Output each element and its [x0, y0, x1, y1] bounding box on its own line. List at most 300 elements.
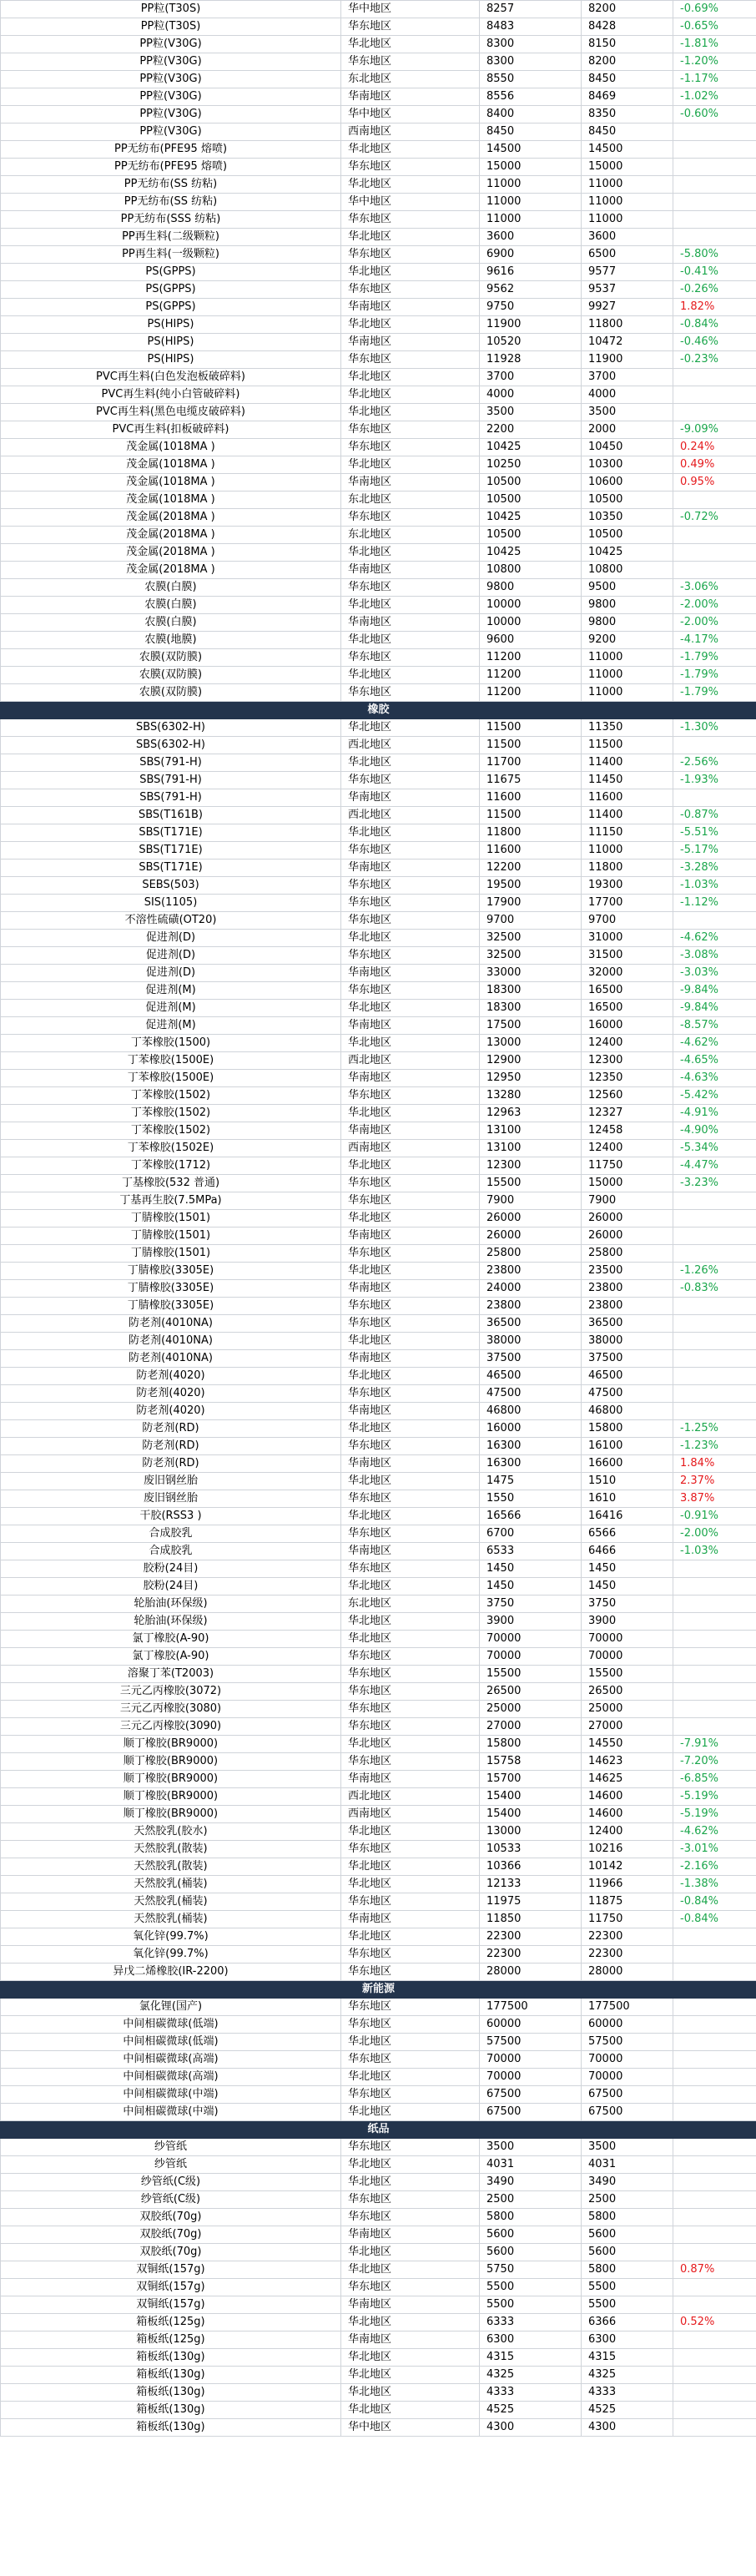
change-pct-cell: -8.57% [673, 1017, 756, 1035]
curr-price-cell: 8200 [582, 53, 673, 71]
table-row [1, 1596, 756, 1613]
table-row [1, 334, 756, 351]
product-name-cell: 促进剂(D) [1, 947, 341, 965]
curr-price-cell: 3490 [582, 2174, 673, 2191]
curr-price-cell: 9800 [582, 597, 673, 614]
table-row [1, 1666, 756, 1683]
curr-price-cell: 8469 [582, 88, 673, 106]
curr-price-cell: 11000 [582, 194, 673, 211]
change-pct-cell: -4.63% [673, 1070, 756, 1087]
prev-price-cell: 12133 [480, 1876, 582, 1893]
region-cell: 华东地区 [341, 1315, 480, 1333]
table-row [1, 2314, 756, 2332]
prev-price-cell: 10425 [480, 544, 582, 562]
prev-price-cell: 10425 [480, 439, 582, 456]
table-row [1, 754, 756, 772]
change-pct-cell [673, 1333, 756, 1350]
product-name-cell: 丁基再生胶(7.5MPa) [1, 1192, 341, 1210]
product-name-cell: 干胶(RSS3 ) [1, 1508, 341, 1525]
product-name-cell: 双胶纸(70g) [1, 2226, 341, 2244]
change-pct-cell: -0.65% [673, 18, 756, 36]
change-pct-cell: -5.80% [673, 246, 756, 264]
region-cell: 华北地区 [341, 1210, 480, 1228]
table-row [1, 1140, 756, 1157]
region-cell: 西南地区 [341, 1140, 480, 1157]
product-name-cell: 箱板纸(125g) [1, 2314, 341, 2332]
product-name-cell: 箱板纸(125g) [1, 2332, 341, 2349]
table-row [1, 2332, 756, 2349]
curr-price-cell: 4333 [582, 2384, 673, 2402]
region-cell: 华东地区 [341, 1525, 480, 1543]
change-pct-cell: -0.41% [673, 264, 756, 281]
table-row [1, 1788, 756, 1806]
curr-price-cell: 11800 [582, 316, 673, 334]
table-row [1, 2279, 756, 2296]
change-pct-cell [673, 1298, 756, 1315]
change-pct-cell [673, 229, 756, 246]
prev-price-cell: 8300 [480, 53, 582, 71]
table-row [1, 439, 756, 456]
region-cell: 华南地区 [341, 789, 480, 807]
prev-price-cell: 11900 [480, 316, 582, 334]
curr-price-cell: 11400 [582, 754, 673, 772]
prev-price-cell: 8450 [480, 124, 582, 141]
curr-price-cell: 11000 [582, 667, 673, 684]
product-name-cell: 丁苯橡胶(1500E) [1, 1070, 341, 1087]
curr-price-cell: 46800 [582, 1403, 673, 1420]
table-row [1, 2349, 756, 2367]
prev-price-cell: 4031 [480, 2156, 582, 2174]
curr-price-cell: 16000 [582, 1017, 673, 1035]
section-header [1, 1981, 756, 1999]
table-row [1, 544, 756, 562]
curr-price-cell: 17700 [582, 895, 673, 912]
prev-price-cell: 15800 [480, 1736, 582, 1753]
prev-price-cell: 26000 [480, 1228, 582, 1245]
prev-price-cell: 6300 [480, 2332, 582, 2349]
prev-price-cell: 60000 [480, 2016, 582, 2034]
change-pct-cell: -4.62% [673, 930, 756, 947]
change-pct-cell: -4.47% [673, 1157, 756, 1175]
prev-price-cell: 1450 [480, 1560, 582, 1578]
change-pct-cell: -7.91% [673, 1736, 756, 1753]
prev-price-cell: 47500 [480, 1385, 582, 1403]
table-row [1, 264, 756, 281]
curr-price-cell: 1510 [582, 1473, 673, 1490]
curr-price-cell: 5600 [582, 2244, 673, 2261]
table-row [1, 965, 756, 982]
curr-price-cell: 6566 [582, 1525, 673, 1543]
curr-price-cell: 6466 [582, 1543, 673, 1560]
change-pct-cell: -1.25% [673, 1420, 756, 1438]
prev-price-cell: 32500 [480, 947, 582, 965]
prev-price-cell: 5600 [480, 2226, 582, 2244]
table-row [1, 1928, 756, 1946]
prev-price-cell: 4333 [480, 2384, 582, 2402]
product-name-cell: 氯化锂(国产) [1, 1999, 341, 2016]
curr-price-cell: 14500 [582, 141, 673, 159]
table-row [1, 930, 756, 947]
region-cell: 华北地区 [341, 1928, 480, 1946]
product-name-cell: 丁苯橡胶(1712) [1, 1157, 341, 1175]
region-cell: 华北地区 [341, 2069, 480, 2086]
table-row [1, 632, 756, 649]
change-pct-cell [673, 176, 756, 194]
region-cell: 华北地区 [341, 2367, 480, 2384]
product-name-cell: PP粒(V30G) [1, 36, 341, 53]
table-row [1, 1157, 756, 1175]
prev-price-cell: 10500 [480, 474, 582, 492]
region-cell: 华北地区 [341, 1035, 480, 1052]
prev-price-cell: 12900 [480, 1052, 582, 1070]
product-name-cell: 双铜纸(157g) [1, 2296, 341, 2314]
change-pct-cell: -1.79% [673, 684, 756, 702]
region-cell: 华中地区 [341, 194, 480, 211]
table-row [1, 2069, 756, 2086]
product-name-cell: 防老剂(RD) [1, 1438, 341, 1455]
change-pct-cell [673, 912, 756, 930]
prev-price-cell: 11928 [480, 351, 582, 369]
curr-price-cell: 11900 [582, 351, 673, 369]
prev-price-cell: 10800 [480, 562, 582, 579]
curr-price-cell: 4031 [582, 2156, 673, 2174]
curr-price-cell: 23500 [582, 1263, 673, 1280]
table-row [1, 1560, 756, 1578]
table-row [1, 860, 756, 877]
prev-price-cell: 46500 [480, 1368, 582, 1385]
region-cell: 华北地区 [341, 1736, 480, 1753]
product-name-cell: PVC再生料(黑色电缆皮破碎料) [1, 404, 341, 421]
region-cell: 华南地区 [341, 1403, 480, 1420]
table-row [1, 667, 756, 684]
product-name-cell: 促进剂(M) [1, 1000, 341, 1017]
product-name-cell: SBS(T171E) [1, 842, 341, 860]
prev-price-cell: 2200 [480, 421, 582, 439]
product-name-cell: 农膜(白膜) [1, 614, 341, 632]
prev-price-cell: 5800 [480, 2209, 582, 2226]
change-pct-cell [673, 2349, 756, 2367]
prev-price-cell: 70000 [480, 2069, 582, 2086]
prev-price-cell: 4000 [480, 386, 582, 404]
product-name-cell: 中间相碳微球(低端) [1, 2034, 341, 2051]
region-cell: 华东地区 [341, 1490, 480, 1508]
table-row [1, 316, 756, 334]
region-cell: 华东地区 [341, 772, 480, 789]
curr-price-cell: 4300 [582, 2419, 673, 2437]
curr-price-cell: 60000 [582, 2016, 673, 2034]
change-pct-cell: -2.00% [673, 1525, 756, 1543]
curr-price-cell: 11350 [582, 719, 673, 737]
change-pct-cell [673, 2191, 756, 2209]
prev-price-cell: 12963 [480, 1105, 582, 1122]
curr-price-cell: 12560 [582, 1087, 673, 1105]
table-row [1, 1701, 756, 1718]
prev-price-cell: 12200 [480, 860, 582, 877]
change-pct-cell: 1.84% [673, 1455, 756, 1473]
region-cell: 华北地区 [341, 2244, 480, 2261]
region-cell: 华东地区 [341, 421, 480, 439]
region-cell: 华北地区 [341, 1420, 480, 1438]
prev-price-cell: 11850 [480, 1911, 582, 1928]
prev-price-cell: 3490 [480, 2174, 582, 2191]
region-cell: 华北地区 [341, 1876, 480, 1893]
curr-price-cell: 10500 [582, 527, 673, 544]
region-cell: 华南地区 [341, 1771, 480, 1788]
table-row [1, 1245, 756, 1263]
region-cell: 华北地区 [341, 369, 480, 386]
curr-price-cell: 22300 [582, 1946, 673, 1964]
product-name-cell: SBS(791-H) [1, 789, 341, 807]
product-name-cell: SBS(791-H) [1, 754, 341, 772]
prev-price-cell: 13000 [480, 1823, 582, 1841]
region-cell: 华东地区 [341, 2051, 480, 2069]
curr-price-cell: 11000 [582, 649, 673, 667]
table-row [1, 2367, 756, 2384]
prev-price-cell: 15500 [480, 1666, 582, 1683]
change-pct-cell [673, 2069, 756, 2086]
curr-price-cell: 47500 [582, 1385, 673, 1403]
curr-price-cell: 8150 [582, 36, 673, 53]
table-row [1, 211, 756, 229]
product-name-cell: 丁苯橡胶(1500E) [1, 1052, 341, 1070]
region-cell: 西北地区 [341, 1052, 480, 1070]
region-cell: 华北地区 [341, 404, 480, 421]
product-name-cell: 防老剂(4010NA) [1, 1315, 341, 1333]
region-cell: 华北地区 [341, 2104, 480, 2121]
table-row [1, 1228, 756, 1245]
product-name-cell: PP无纺布(PFE95 熔喷) [1, 141, 341, 159]
region-cell: 华东地区 [341, 842, 480, 860]
region-cell: 华南地区 [341, 1543, 480, 1560]
curr-price-cell: 25800 [582, 1245, 673, 1263]
region-cell: 华中地区 [341, 2419, 480, 2437]
region-cell: 华南地区 [341, 2296, 480, 2314]
product-name-cell: 茂金属(2018MA ) [1, 562, 341, 579]
product-name-cell: 促进剂(D) [1, 930, 341, 947]
prev-price-cell: 10500 [480, 492, 582, 509]
region-cell: 华北地区 [341, 1508, 480, 1525]
change-pct-cell: -5.42% [673, 1087, 756, 1105]
prev-price-cell: 46800 [480, 1403, 582, 1420]
curr-price-cell: 7900 [582, 1192, 673, 1210]
region-cell: 华东地区 [341, 53, 480, 71]
prev-price-cell: 11200 [480, 667, 582, 684]
region-cell: 华东地区 [341, 2191, 480, 2209]
change-pct-cell [673, 737, 756, 754]
product-name-cell: 促进剂(M) [1, 982, 341, 1000]
table-row [1, 2261, 756, 2279]
region-cell: 华北地区 [341, 456, 480, 474]
region-cell: 华东地区 [341, 1753, 480, 1771]
prev-price-cell: 8300 [480, 36, 582, 53]
table-row [1, 1946, 756, 1964]
prev-price-cell: 25800 [480, 1245, 582, 1263]
prev-price-cell: 11600 [480, 842, 582, 860]
prev-price-cell: 1450 [480, 1578, 582, 1596]
curr-price-cell: 10142 [582, 1858, 673, 1876]
prev-price-cell: 4315 [480, 2349, 582, 2367]
prev-price-cell: 12300 [480, 1157, 582, 1175]
table-row [1, 2086, 756, 2104]
region-cell: 华东地区 [341, 246, 480, 264]
prev-price-cell: 26500 [480, 1683, 582, 1701]
change-pct-cell: -3.06% [673, 579, 756, 597]
change-pct-cell: -1.30% [673, 719, 756, 737]
change-pct-cell [673, 1631, 756, 1648]
region-cell: 华南地区 [341, 614, 480, 632]
change-pct-cell [673, 1596, 756, 1613]
table-row [1, 1105, 756, 1122]
prev-price-cell: 10000 [480, 597, 582, 614]
prev-price-cell: 13100 [480, 1122, 582, 1140]
change-pct-cell: -2.00% [673, 614, 756, 632]
table-row [1, 1508, 756, 1525]
curr-price-cell: 4000 [582, 386, 673, 404]
region-cell: 华东地区 [341, 1999, 480, 2016]
table-row [1, 1438, 756, 1455]
prev-price-cell: 8483 [480, 18, 582, 36]
table-row [1, 1210, 756, 1228]
product-name-cell: 茂金属(1018MA ) [1, 439, 341, 456]
change-pct-cell [673, 1701, 756, 1718]
change-pct-cell [673, 1192, 756, 1210]
curr-price-cell: 23800 [582, 1280, 673, 1298]
change-pct-cell: 2.37% [673, 1473, 756, 1490]
table-row [1, 737, 756, 754]
region-cell: 华北地区 [341, 1823, 480, 1841]
change-pct-cell [673, 1683, 756, 1701]
region-cell: 华东地区 [341, 351, 480, 369]
product-name-cell: 丁苯橡胶(1502E) [1, 1140, 341, 1157]
table-row [1, 106, 756, 124]
region-cell: 华南地区 [341, 1455, 480, 1473]
region-cell: 华东地区 [341, 1718, 480, 1736]
prev-price-cell: 10366 [480, 1858, 582, 1876]
prev-price-cell: 16300 [480, 1438, 582, 1455]
curr-price-cell: 28000 [582, 1964, 673, 1981]
table-row [1, 684, 756, 702]
change-pct-cell: -0.69% [673, 1, 756, 18]
product-name-cell: 纱管纸 [1, 2156, 341, 2174]
prev-price-cell: 1475 [480, 1473, 582, 1490]
curr-price-cell: 2500 [582, 2191, 673, 2209]
curr-price-cell: 10472 [582, 334, 673, 351]
table-row [1, 474, 756, 492]
change-pct-cell: -9.09% [673, 421, 756, 439]
prev-price-cell: 23800 [480, 1298, 582, 1315]
region-cell: 华北地区 [341, 176, 480, 194]
curr-price-cell: 3500 [582, 404, 673, 421]
table-row [1, 1858, 756, 1876]
prev-price-cell: 15700 [480, 1771, 582, 1788]
region-cell: 华东地区 [341, 281, 480, 299]
curr-price-cell: 15000 [582, 159, 673, 176]
change-pct-cell [673, 2156, 756, 2174]
change-pct-cell [673, 369, 756, 386]
prev-price-cell: 5500 [480, 2279, 582, 2296]
change-pct-cell: -1.03% [673, 877, 756, 895]
prev-price-cell: 15400 [480, 1788, 582, 1806]
curr-price-cell: 22300 [582, 1928, 673, 1946]
table-row [1, 1806, 756, 1823]
prev-price-cell: 177500 [480, 1999, 582, 2016]
change-pct-cell: 0.24% [673, 439, 756, 456]
prev-price-cell: 4525 [480, 2402, 582, 2419]
section-header [1, 2121, 756, 2139]
change-pct-cell [673, 2034, 756, 2051]
region-cell: 华东地区 [341, 2016, 480, 2034]
change-pct-cell: -1.20% [673, 53, 756, 71]
region-cell: 华南地区 [341, 474, 480, 492]
table-row [1, 1911, 756, 1928]
prev-price-cell: 24000 [480, 1280, 582, 1298]
curr-price-cell: 70000 [582, 2069, 673, 2086]
product-name-cell: PP再生料(一级颗粒) [1, 246, 341, 264]
prev-price-cell: 11700 [480, 754, 582, 772]
region-cell: 华东地区 [341, 18, 480, 36]
curr-price-cell: 70000 [582, 2051, 673, 2069]
product-name-cell: 双铜纸(157g) [1, 2261, 341, 2279]
curr-price-cell: 12350 [582, 1070, 673, 1087]
product-name-cell: 丁腈橡胶(3305E) [1, 1280, 341, 1298]
region-cell: 华南地区 [341, 334, 480, 351]
region-cell: 华东地区 [341, 1175, 480, 1192]
region-cell: 华北地区 [341, 2349, 480, 2367]
curr-price-cell: 26500 [582, 1683, 673, 1701]
region-cell: 华东地区 [341, 1841, 480, 1858]
product-name-cell: 轮胎油(环保级) [1, 1613, 341, 1631]
table-row [1, 1490, 756, 1508]
region-cell: 华北地区 [341, 1578, 480, 1596]
table-row [1, 1648, 756, 1666]
change-pct-cell: -3.23% [673, 1175, 756, 1192]
prev-price-cell: 8556 [480, 88, 582, 106]
table-row [1, 421, 756, 439]
prev-price-cell: 11000 [480, 211, 582, 229]
change-pct-cell [673, 159, 756, 176]
product-name-cell: 促进剂(M) [1, 1017, 341, 1035]
change-pct-cell: -0.23% [673, 351, 756, 369]
product-name-cell: 茂金属(1018MA ) [1, 492, 341, 509]
change-pct-cell [673, 2104, 756, 2121]
table-row [1, 562, 756, 579]
change-pct-cell [673, 2244, 756, 2261]
curr-price-cell: 15500 [582, 1666, 673, 1683]
region-cell: 华北地区 [341, 2261, 480, 2279]
curr-price-cell: 10425 [582, 544, 673, 562]
table-row [1, 88, 756, 106]
change-pct-cell [673, 2332, 756, 2349]
table-row [1, 649, 756, 667]
prev-price-cell: 16300 [480, 1455, 582, 1473]
prev-price-cell: 11800 [480, 824, 582, 842]
curr-price-cell: 70000 [582, 1631, 673, 1648]
table-row [1, 2244, 756, 2261]
curr-price-cell: 11400 [582, 807, 673, 824]
product-name-cell: 农膜(地膜) [1, 632, 341, 649]
prev-price-cell: 15000 [480, 159, 582, 176]
product-name-cell: 农膜(双防膜) [1, 649, 341, 667]
change-pct-cell: -3.08% [673, 947, 756, 965]
table-row [1, 597, 756, 614]
product-name-cell: 顺丁橡胶(BR9000) [1, 1806, 341, 1823]
change-pct-cell: -0.87% [673, 807, 756, 824]
product-name-cell: 丁腈橡胶(3305E) [1, 1263, 341, 1280]
curr-price-cell: 67500 [582, 2086, 673, 2104]
curr-price-cell: 16500 [582, 982, 673, 1000]
region-cell: 东北地区 [341, 527, 480, 544]
prev-price-cell: 13000 [480, 1035, 582, 1052]
